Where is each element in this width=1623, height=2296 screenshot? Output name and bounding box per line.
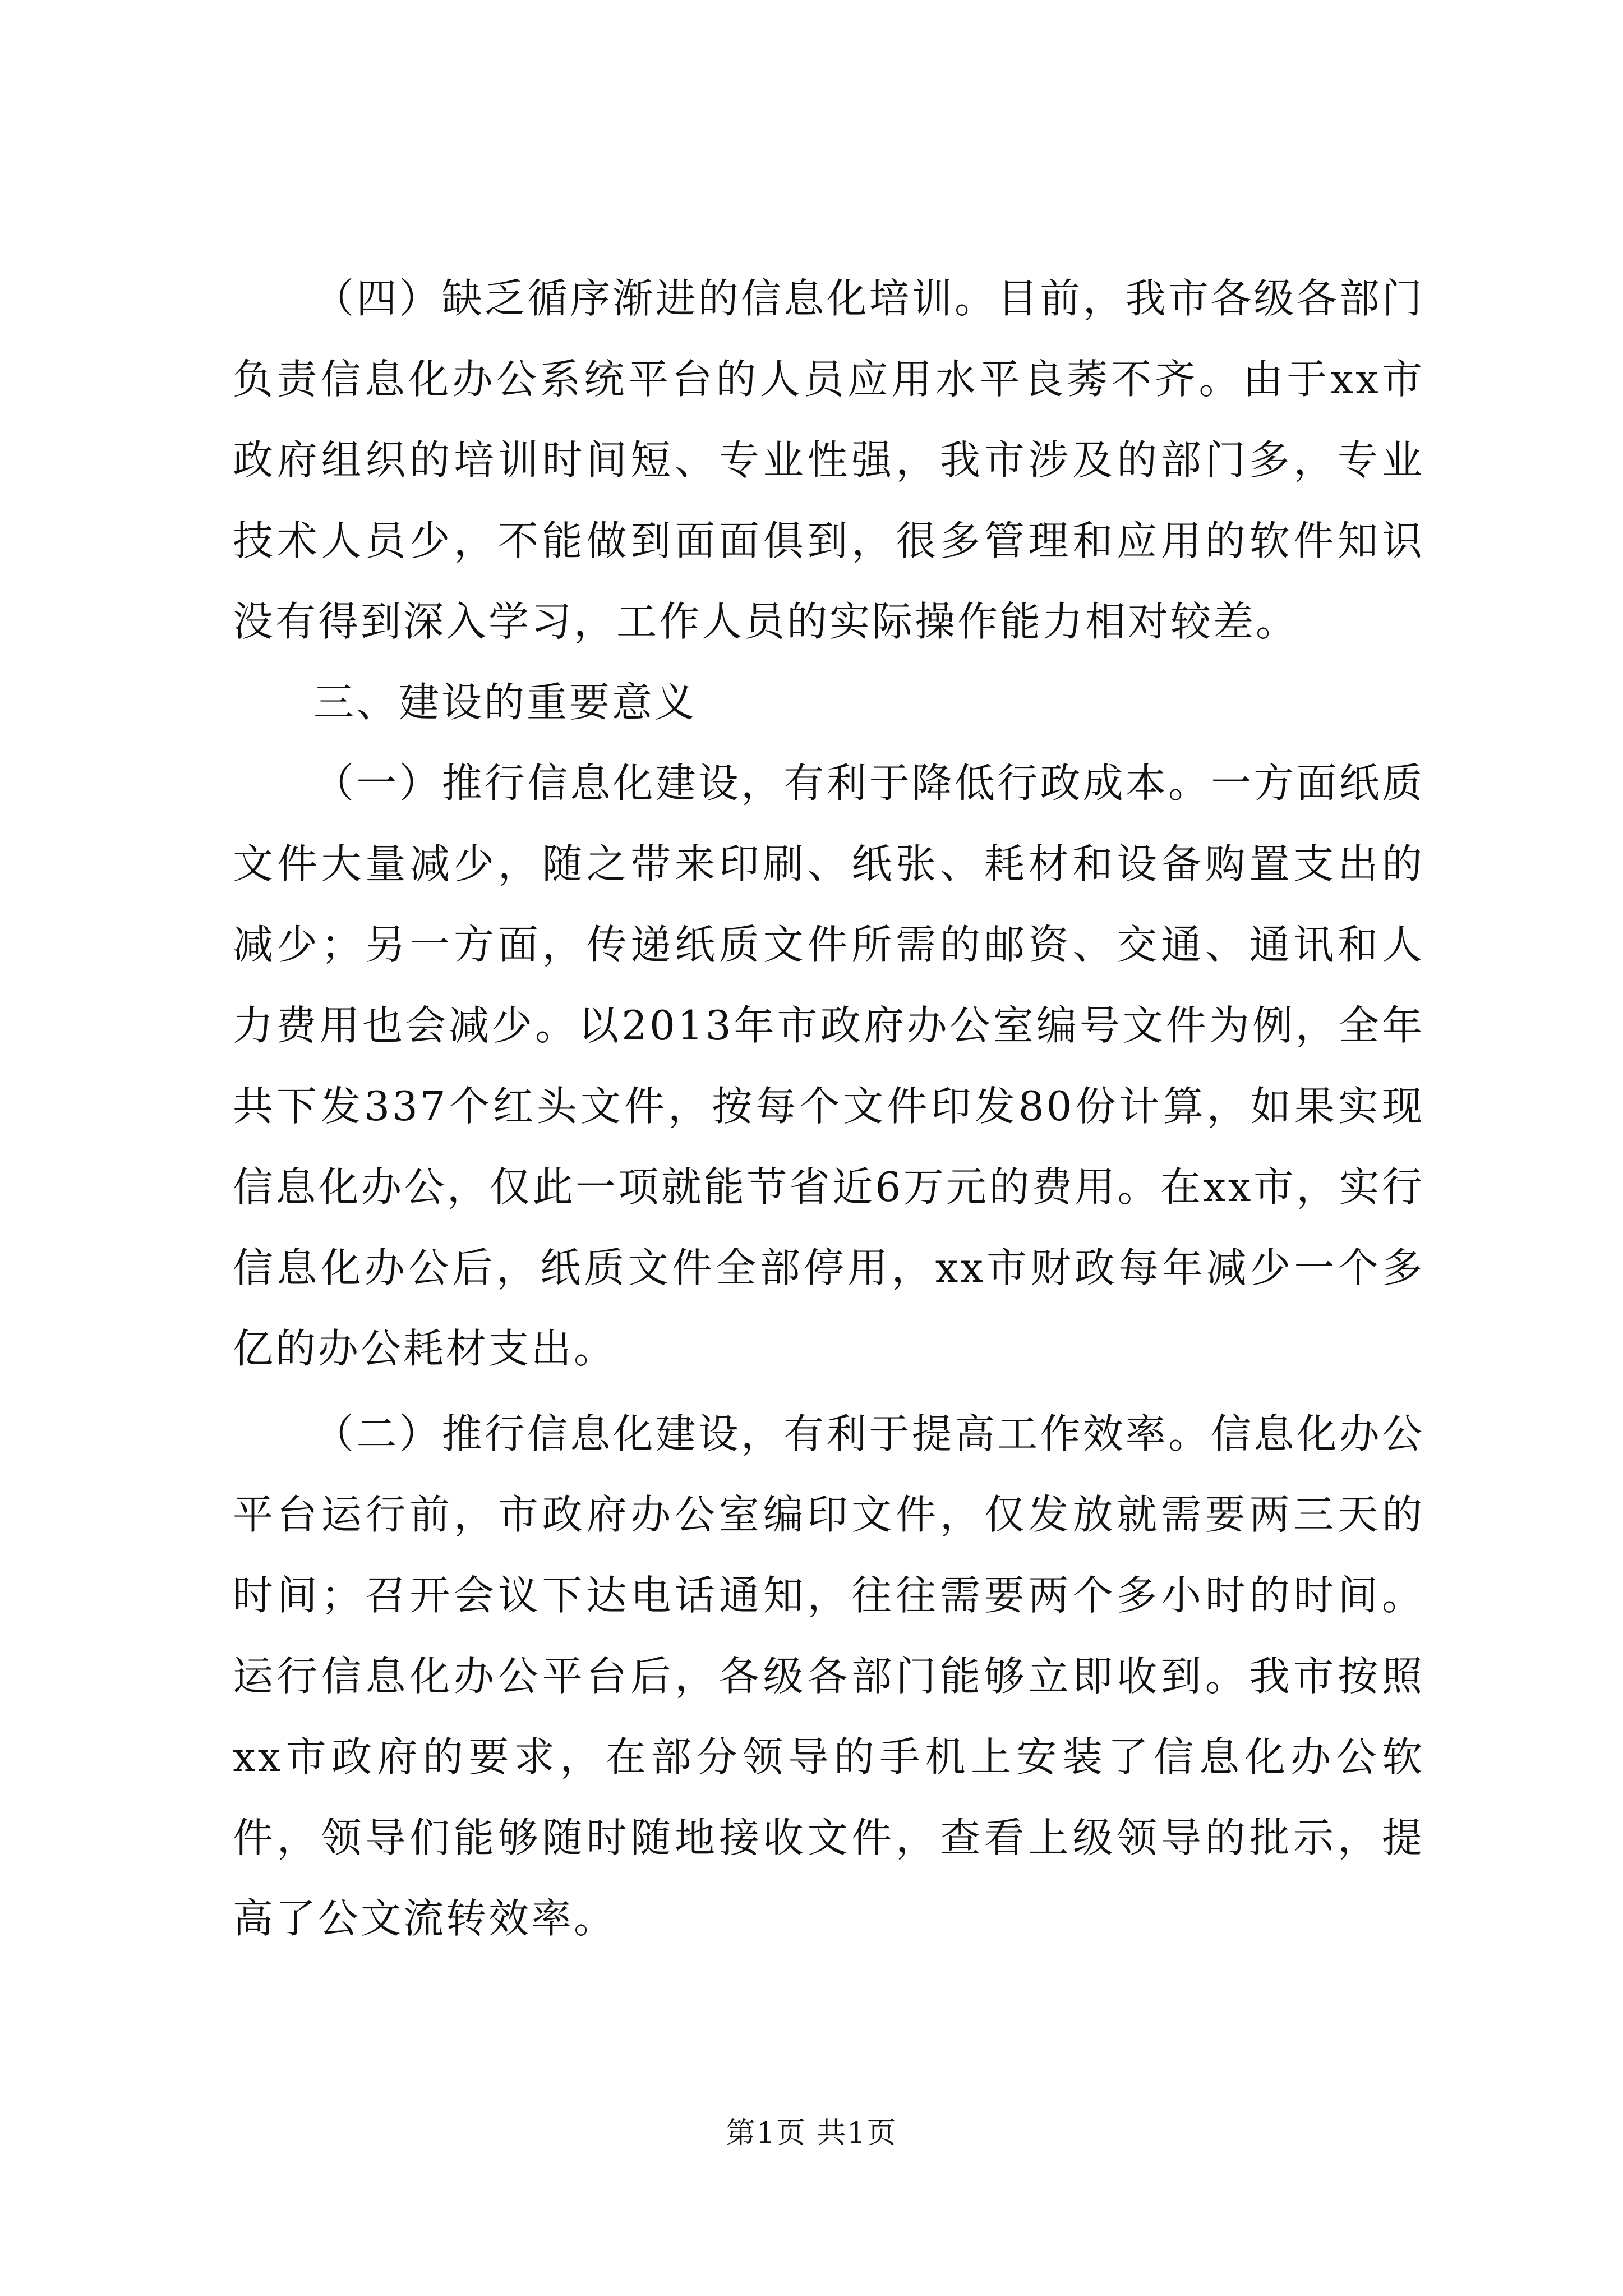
document-body: [233, 258, 1424, 1959]
section-heading-significance: 三、建设的重要意义: [313, 679, 698, 726]
paragraph-training-gap: （四）缺乏循序渐进的信息化培训。目前，我市各级各部门负责信息化办公系统平台的人员应用水平良莠不齐。由于xx市政府组织的培训时间短、专业性强，我市涉及的部门多，专业技术人员少，不能做到面面俱到，很多管理和应用的软件知识没有得到深入学习，工作人员的实际操作能力相对较差。: [233, 275, 1424, 645]
page-footer: 第1页 共1页: [726, 2116, 897, 2150]
paragraph-efficiency: （二）推行信息化建设，有利于提高工作效率。信息化办公平台运行前，市政府办公室编印文件，仅发放就需要两三天的时间；召开会议下达电话通知，往往需要两个多小时的时间。运行信息化办公平台后，各级各部门能够立即收到。我市按照xx市政府的要求，在部分领导的手机上安装了信息化办公软件，领导们能够随时随地接收文件，查看上级领导的批示，提高了公文流转效率。: [233, 1410, 1424, 1942]
paragraph-reduce-cost: （一）推行信息化建设，有利于降低行政成本。一方面纸质文件大量减少，随之带来印刷、纸张、耗材和设备购置支出的减少；另一方面，传递纸质文件所需的邮资、交通、通讯和人力费用也会减少。以2013年市政府办公室编号文件为例，全年共下发337个红头文件，按每个文件印发80份计算，如果实现信息化办公，仅此一项就能节省近6万元的费用。在xx市，实行信息化办公后，纸质文件全部停用，xx市财政每年减少一个多亿的办公耗材支出。: [233, 760, 1424, 1372]
